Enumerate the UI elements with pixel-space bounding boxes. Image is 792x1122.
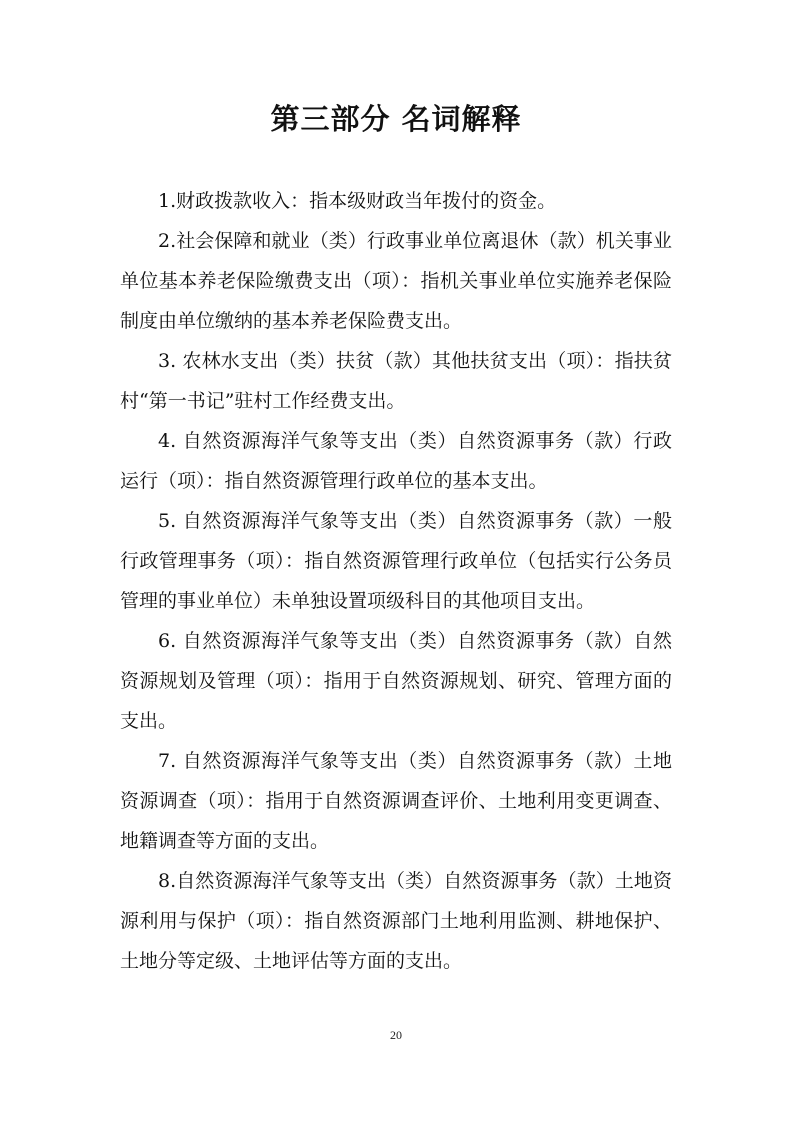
definition-item-8: 8.自然资源海洋气象等支出（类）自然资源事务（款）土地资源利用与保护（项）：指自然资源部门土地利用监测、耕地保护、土地分等定级、土地评估等方面的支出。	[120, 870, 672, 972]
definition-item-4: 4. 自然资源海洋气象等支出（类）自然资源事务（款）行政运行（项）：指自然资源管理行政单位的基本支出。	[120, 430, 672, 492]
definition-item-7: 7. 自然资源海洋气象等支出（类）自然资源事务（款）土地资源调查（项）：指用于自然资源调查评价、土地利用变更调查、地籍调查等方面的支出。	[120, 750, 672, 852]
definition-item-5: 5. 自然资源海洋气象等支出（类）自然资源事务（款）一般行政管理事务（项）：指自然资源管理行政单位（包括实行公务员管理的事业单位）未单独设置项级科目的其他项目支出。	[120, 510, 672, 612]
definition-item-3: 3. 农林水支出（类）扶贫（款）其他扶贫支出（项）：指扶贫村“第一书记”驻村工作经费支出。	[120, 350, 672, 412]
definition-item-6: 6. 自然资源海洋气象等支出（类）自然资源事务（款）自然资源规划及管理（项）：指用于自然资源规划、研究、管理方面的支出。	[120, 630, 672, 732]
definition-item-1: 1.财政拨款收入：指本级财政当年拨付的资金。	[158, 190, 557, 212]
definition-item-2: 2.社会保障和就业（类）行政事业单位离退休（款）机关事业单位基本养老保险缴费支出（项）：指机关事业单位实施养老保险制度由单位缴纳的基本养老保险费支出。	[120, 230, 672, 332]
page-title: 第三部分 名词解释	[270, 102, 522, 136]
page-number: 20	[390, 1028, 402, 1042]
definitions-list	[120, 181, 672, 981]
